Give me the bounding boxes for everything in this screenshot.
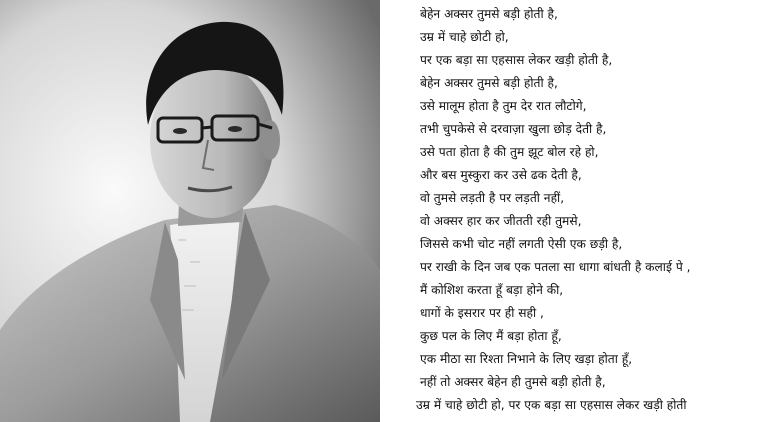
poem-line: पर राखी के दिन जब एक पतला सा धागा बांधती है कलाई पे , — [420, 260, 691, 274]
poem-line: बेहेन अक्सर तुमसे बड़ी होती है, — [420, 76, 558, 90]
poem-line: मैं कोशिश करता हूँ बड़ा होने की, — [420, 283, 564, 297]
poem-line: कुछ पल के लिए मैं बड़ा होता हूँ, — [420, 329, 562, 343]
poem-line: उम्र में चाहे छोटी हो, — [420, 30, 509, 44]
poem-line: नहीं तो अक्सर बेहेन ही तुमसे बड़ी होती है, — [420, 375, 606, 389]
poem-line: उसे मालूम होता है तुम देर रात लौटोगे, — [420, 99, 587, 113]
poem-line: उसे पता होता है की तुम झूट बोल रहे हो, — [420, 145, 599, 159]
poem-line: बेहेन अक्सर तुमसे बड़ी होती है, — [420, 7, 558, 21]
poem-line: वो तुमसे लड़ती है पर लड़ती नहीं, — [420, 191, 565, 205]
poem-line: वो अक्सर हार कर जीतती रही तुमसे, — [420, 214, 582, 228]
poem-text — [396, 3, 759, 417]
poem-line: उम्र में चाहे छोटी हो, पर एक बड़ा सा एहसास लेकर खड़ी होती — [416, 398, 687, 412]
poem-line: तभी चुपकेसे से दरवाज़ा खुला छोड़ देती है, — [420, 122, 607, 136]
poem-line: पर एक बड़ा सा एहसास लेकर खड़ी होती है, — [420, 53, 613, 67]
poem-line: जिससे कभी चोट नहीं लगती ऐसी एक छड़ी है, — [420, 237, 623, 251]
poem-line: धागों के इसरार पर ही सही , — [420, 306, 544, 320]
poem-line: और बस मुस्कुरा कर उसे ढक देती है, — [420, 168, 582, 182]
poem-line: एक मीठा सा रिश्ता निभाने के लिए खड़ा होता हूँ, — [420, 352, 633, 366]
